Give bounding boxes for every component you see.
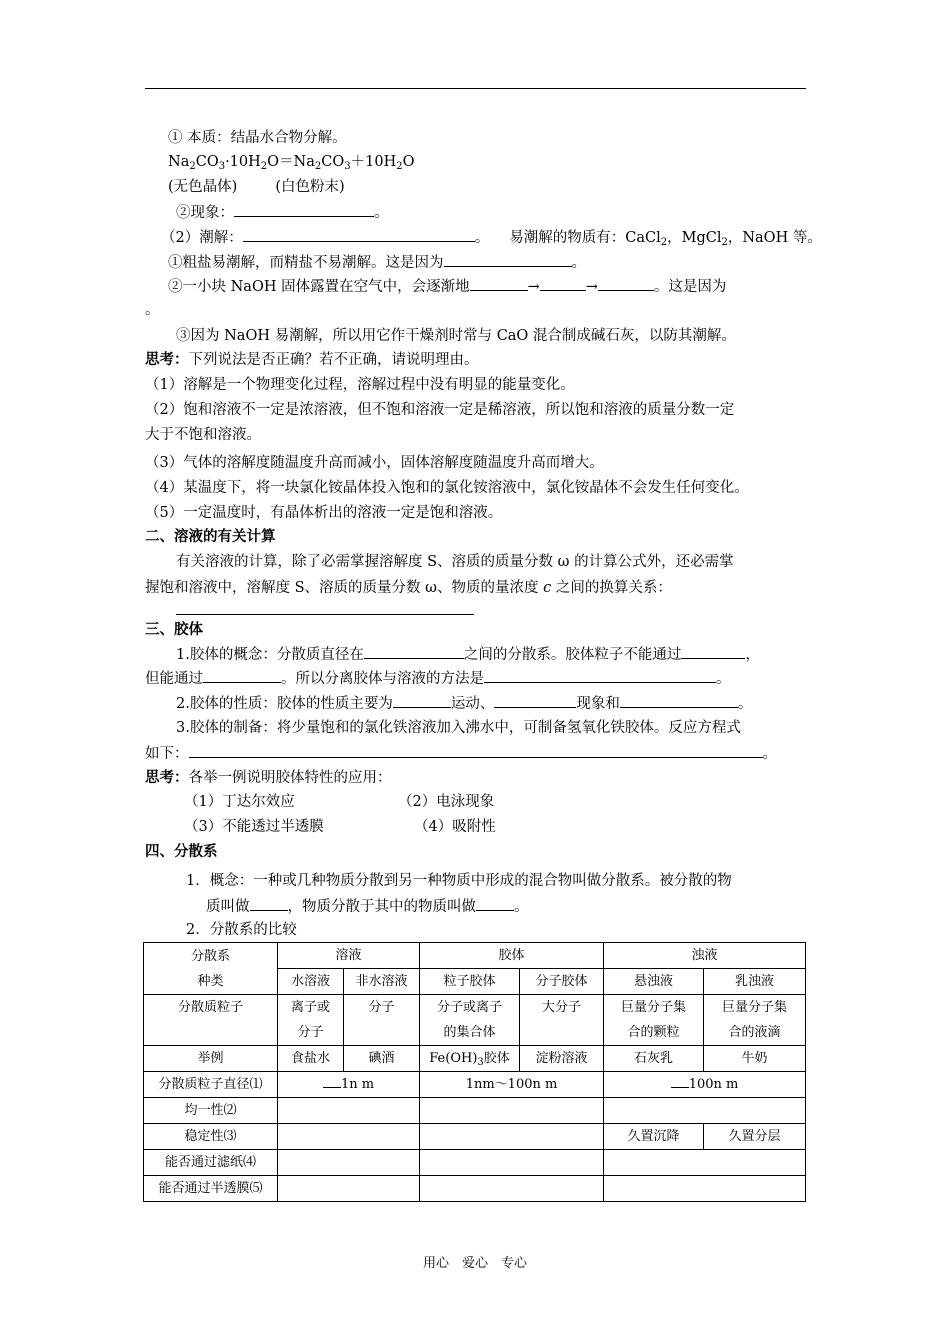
table-cell[interactable] [604,1098,806,1124]
table-cell[interactable] [420,1098,604,1124]
table-header-cell: 分散系 种类 [144,943,278,995]
phenomenon-2-blank[interactable] [494,693,576,708]
deliquescence-line: （2）潮解： 。 易潮解的物质有：CaCl$_2$，MgCl$_2$，NaOH 等。 [161,227,822,248]
property-blank[interactable] [620,693,738,708]
table-cell: 大分子 [520,995,604,1046]
table-cell: 粒子胶体 [420,969,520,995]
section-2-title: 二、溶液的有关计算 [145,529,276,545]
table-cell[interactable] [278,1098,420,1124]
table-cell: 100n m [604,1072,806,1098]
table-cell[interactable] [604,1176,806,1202]
application-1: （1）丁达尔效应 [184,794,295,810]
section-3-title: 三、胶体 [145,622,203,638]
table-row-label: 分散质粒子直径⑴ [144,1072,278,1098]
table-cell: 分子胶体 [520,969,604,995]
table-row-label: 分散质粒子 [144,995,278,1046]
separation-blank[interactable] [484,668,716,683]
table-cell: 离子或 分子 [278,995,344,1046]
question-3: （3）气体的溶解度随温度升高而减小，固体溶解度随温度升高而增大。 [145,455,604,471]
motion-blank[interactable] [393,693,451,708]
table-row [144,1150,806,1176]
application-4: （4）吸附性 [414,819,496,835]
phenomenon-blank[interactable] [234,202,374,217]
comparison-heading: 2．分散系的比较 [186,922,297,938]
dispersed-blank[interactable] [250,896,288,911]
table-cell: 悬浊液 [604,969,704,995]
phenomenon-line: ②现象： 。 [176,202,389,223]
table-cell: 久置沉降 [604,1124,704,1150]
table-cell[interactable] [420,1124,604,1150]
table-cell: $Fe(OH)_3$胶体 [420,1046,520,1072]
state-labels: (无色晶体) (白色粉末) [168,179,345,195]
table-cell: 牛奶 [704,1046,806,1072]
table-cell: 1n m [278,1072,420,1098]
dispersion-concept-2: 质叫做 ，物质分散于其中的物质叫做 。 [206,896,529,917]
dispersion-comparison-table [143,942,806,1202]
section-4-title: 四、分散系 [145,844,218,860]
essence-line: ① 本质：结晶水合物分解。 [168,130,347,146]
table-cell: 石灰乳 [604,1046,704,1072]
application-2: （2）电泳现象 [398,794,495,810]
question-2-cont: 大于不饱和溶液。 [145,427,261,443]
table-row [144,1098,806,1124]
cannot-pass-blank[interactable] [681,644,745,659]
calc-answer-line[interactable] [176,600,474,621]
table-row-label: 能否通过滤纸⑷ [144,1150,278,1176]
table-row-label: 均一性⑵ [144,1098,278,1124]
equation-blank[interactable] [189,743,763,758]
table-cell[interactable] [278,1150,420,1176]
salt-reason-blank[interactable] [444,252,572,267]
table-cell: 淀粉溶液 [520,1046,604,1072]
table-cell: 1nm～100n m [420,1072,604,1098]
can-pass-blank[interactable] [203,668,281,683]
colloid-equation-line: 如下： 。 [145,743,777,764]
table-cell: 食盐水 [278,1046,344,1072]
table-cell[interactable] [278,1124,420,1150]
table-cell: 巨量分子集 合的颗粒 [604,995,704,1046]
question-1: （1）溶解是一个物理变化过程，溶解过程中没有明显的能量变化。 [145,377,575,393]
table-cell: 久置分层 [704,1124,806,1150]
think-1-heading: 思考：下列说法是否正确？若不正确，请说明理由。 [145,352,479,368]
application-3: （3）不能透过半透膜 [184,819,324,835]
calc-para-2: 握饱和溶液中，溶解度 S、溶质的质量分数 ω、物质的量浓度 c 之间的换算关系： [145,580,672,596]
equation: $Na_2CO_3\cdot 10H_2O=Na_2CO_3+10H_2O$ [168,154,415,172]
naoh-blank-1[interactable] [470,276,528,291]
table-cell[interactable] [420,1176,604,1202]
table-cell: 水溶液 [278,969,344,995]
naoh-blank-2[interactable] [540,276,586,291]
table-cell: 分子或离子 的集合体 [420,995,520,1046]
table-cell: 分子 [344,995,420,1046]
salt-line: ①粗盐易潮解，而精盐不易潮解。这是因为 。 [168,252,586,273]
table-row-label: 能否通过半透膜⑸ [144,1176,278,1202]
table-row [144,1072,806,1098]
table-group-header: 胶体 [420,943,604,969]
question-4: （4）某温度下，将一块氯化铵晶体投入饱和的氯化铵溶液中，氯化铵晶体不会发生任何变化。 [145,480,749,496]
table-cell: 乳浊液 [704,969,806,995]
colloid-concept-line: 1.胶体的概念：分散质直径在 之间的分散系。胶体粒子不能通过 ， [176,644,760,665]
table-row-label: 举例 [144,1046,278,1072]
table-cell[interactable] [278,1176,420,1202]
table-cell[interactable] [604,1150,806,1176]
colloid-concept-line-2: 但能通过 。所以分离胶体与溶液的方法是 。 [145,668,731,689]
table-row [144,995,806,1046]
question-5: （5）一定温度时，有晶体析出的溶液一定是饱和溶液。 [145,505,503,521]
table-cell[interactable] [420,1150,604,1176]
header-rule [145,88,806,89]
deliquescence-blank[interactable] [243,227,475,242]
table-row [144,943,806,969]
naoh-line-end: 。 [145,302,160,318]
think-2-heading: 思考：各举一例说明胶体特性的应用： [145,770,392,786]
table-cell: 巨量分子集 合的液滴 [704,995,806,1046]
colloid-property-line: 2.胶体的性质：胶体的性质主要为 运动、 现象和 。 [176,693,752,714]
page-footer: 用心 爱心 专心 [422,1256,527,1271]
table-group-header: 浊液 [604,943,806,969]
table-cell: 非水溶液 [344,969,420,995]
calc-para-1: 有关溶液的计算，除了必需掌握溶解度 S、溶质的质量分数 ω 的计算公式外，还必需掌 [176,554,734,570]
sodalime-line: ③因为 NaOH 易潮解，所以用它作干燥剂时常与 CaO 混合制成碱石灰，以防其潮解。 [176,328,736,344]
table-cell: 碘酒 [344,1046,420,1072]
table-row [144,1046,806,1072]
dispersion-concept: 1．概念：一种或几种物质分散到另一种物质中形成的混合物叫做分散系。被分散的物 [186,873,732,889]
table-group-header: 溶液 [278,943,420,969]
table-row [144,1124,806,1150]
diameter-blank[interactable] [364,644,464,659]
table-row-label: 稳定性⑶ [144,1124,278,1150]
medium-blank[interactable] [476,896,514,911]
naoh-line: ②一小块 NaOH 固体露置在空气中，会逐渐地 → → 。这是因为 [168,276,726,297]
table-row [144,1176,806,1202]
naoh-blank-3[interactable] [598,276,654,291]
colloid-prep-line: 3.胶体的制备：将少量饱和的氯化铁溶液加入沸水中，可制备氢氧化铁胶体。反应方程式 [176,720,741,736]
question-2: （2）饱和溶液不一定是浓溶液，但不饱和溶液一定是稀溶液，所以饱和溶液的质量分数一定 [145,402,735,418]
